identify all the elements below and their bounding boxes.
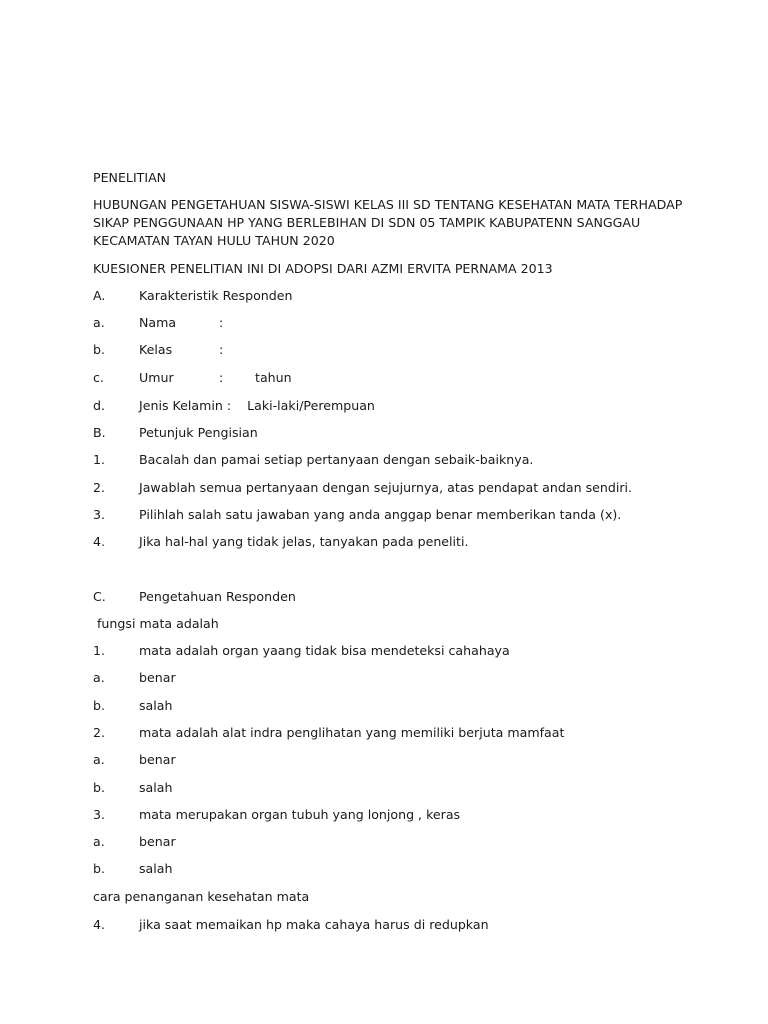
field-kelas-number: b.	[93, 342, 105, 357]
question-item	[93, 642, 510, 660]
field-kelas	[93, 341, 255, 359]
instruction-item	[93, 533, 469, 551]
answer-option	[93, 697, 172, 715]
field-nama-colon: :	[219, 315, 224, 330]
instruction-text: Pilihlah salah satu jawaban yang anda anggap benar memberikan tanda (x).	[139, 507, 622, 522]
instruction-text: Bacalah dan pamai setiap pertanyaan dengan sebaik-baiknya.	[139, 452, 534, 467]
question-text: mata adalah alat indra penglihatan yang memiliki berjuta mamfaat	[139, 725, 565, 740]
question-number: 4.	[93, 917, 106, 932]
subheading-fungsi-mata: fungsi mata adalah	[93, 616, 219, 631]
source-note: KUESIONER PENELITIAN INI DI ADOPSI DARI AZMI ERVITA PERNAMA 2013	[93, 261, 553, 276]
instruction-text: Jawablah semua pertanyaan dengan sejujurnya, atas pendapat andan sendiri.	[139, 480, 633, 495]
field-jenis-kelamin-number: d.	[93, 398, 105, 413]
answer-option	[93, 669, 176, 687]
question-text: jika saat memaikan hp maka cahaya harus di redupkan	[139, 917, 489, 932]
instruction-number: 1.	[93, 452, 106, 467]
section-b-number: B.	[93, 425, 106, 440]
title-line-1: HUBUNGAN PENGETAHUAN SISWA-SISWI KELAS III SD TENTANG KESEHATAN MATA TERHADAP	[93, 197, 683, 212]
question-number: 1.	[93, 643, 106, 658]
subheading-penanganan: cara penanganan kesehatan mata	[93, 889, 310, 904]
field-nama	[93, 314, 255, 332]
section-b-heading	[93, 424, 258, 442]
instruction-number: 4.	[93, 534, 106, 549]
field-nama-label: Nama	[139, 315, 177, 330]
title-line-2: SIKAP PENGGUNAAN HP YANG BERLEBIHAN DI SDN 05 TAMPIK KABUPATENN SANGGAU	[93, 215, 641, 230]
instruction-number: 2.	[93, 480, 106, 495]
instruction-text: Jika hal-hal yang tidak jelas, tanyakan pada peneliti.	[139, 534, 469, 549]
option-text: salah	[139, 780, 173, 795]
instruction-item	[93, 506, 621, 524]
document-heading: PENELITIAN	[93, 170, 167, 185]
option-text: salah	[139, 698, 173, 713]
question-text: mata adalah organ yaang tidak bisa mendeteksi cahahaya	[139, 643, 510, 658]
instruction-number: 3.	[93, 507, 106, 522]
section-c-label: Pengetahuan Responden	[139, 589, 296, 604]
answer-option	[93, 751, 176, 769]
field-jenis-kelamin	[93, 397, 375, 415]
option-letter: a.	[93, 752, 105, 767]
question-number: 2.	[93, 725, 106, 740]
field-jenis-kelamin-text: Jenis Kelamin : Laki-laki/Perempuan	[139, 398, 375, 413]
section-a-label: Karakteristik Responden	[139, 288, 293, 303]
answer-option	[93, 833, 176, 851]
field-umur	[93, 369, 292, 387]
section-c-number: C.	[93, 589, 106, 604]
section-a-heading	[93, 287, 293, 305]
field-nama-number: a.	[93, 315, 105, 330]
question-item	[93, 724, 564, 742]
section-a-number: A.	[93, 288, 106, 303]
option-text: benar	[139, 670, 176, 685]
answer-option	[93, 860, 172, 878]
instruction-item	[93, 451, 533, 469]
question-item	[93, 806, 460, 824]
question-text: mata merupakan organ tubuh yang lonjong , keras	[139, 807, 461, 822]
section-b-label: Petunjuk Pengisian	[139, 425, 258, 440]
option-letter: b.	[93, 861, 105, 876]
field-kelas-colon: :	[219, 342, 224, 357]
section-c-heading	[93, 588, 296, 606]
question-item	[93, 916, 489, 934]
question-number: 3.	[93, 807, 106, 822]
option-letter: b.	[93, 698, 105, 713]
option-letter: b.	[93, 780, 105, 795]
title-line-3: KECAMATAN TAYAN HULU TAHUN 2020	[93, 233, 335, 248]
field-umur-number: c.	[93, 370, 104, 385]
option-text: benar	[139, 752, 176, 767]
field-kelas-label: Kelas	[139, 342, 173, 357]
field-umur-colon: :	[219, 370, 224, 385]
field-umur-unit: tahun	[255, 370, 292, 385]
field-umur-label: Umur	[139, 370, 174, 385]
option-text: benar	[139, 834, 176, 849]
answer-option	[93, 779, 172, 797]
option-letter: a.	[93, 670, 105, 685]
option-text: salah	[139, 861, 173, 876]
option-letter: a.	[93, 834, 105, 849]
instruction-item	[93, 479, 632, 497]
